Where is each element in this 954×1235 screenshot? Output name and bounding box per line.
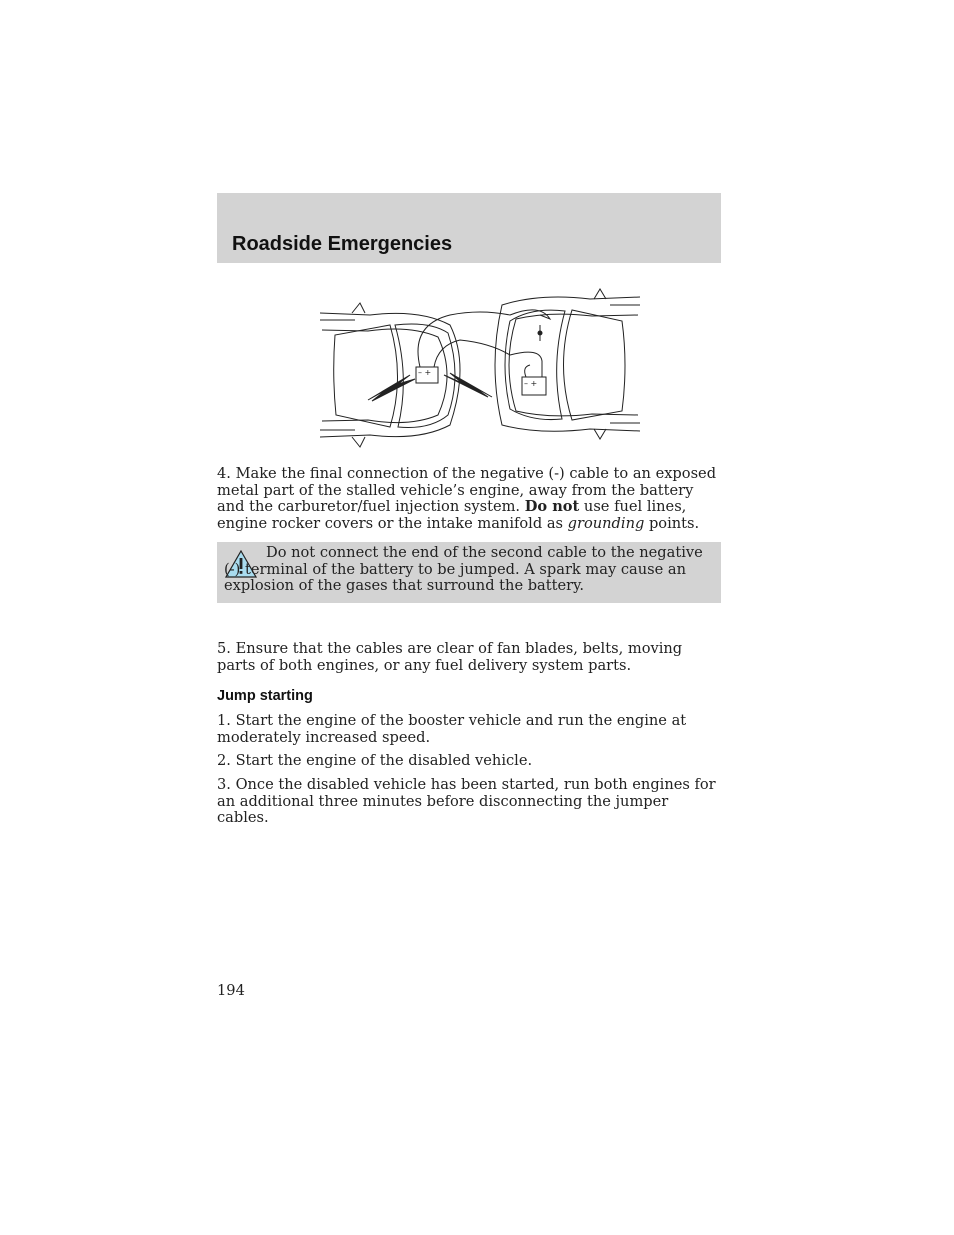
- step-4-text: 4. Make the final connection of the negative (-) cable to an exposed metal part of the stalled vehicle’s engine, away from the battery and the carburetor/fuel injection system.: [217, 465, 717, 515]
- battery-terminals-label: – +: [418, 368, 432, 377]
- step-4-italic-term: grounding: [567, 514, 645, 532]
- battery-terminals-label: – +: [524, 379, 538, 388]
- step-4-text-end: points.: [644, 514, 700, 532]
- spark-icon: [368, 375, 415, 401]
- booster-battery: [522, 377, 546, 395]
- stalled-vehicle: [320, 303, 460, 447]
- section-title: Roadside Emergencies: [232, 233, 453, 255]
- stalled-battery: [416, 367, 438, 383]
- step-4-text-continued: use fuel lines, engine rocker covers or the intake manifold as: [217, 498, 687, 532]
- step-4-paragraph: [217, 466, 721, 532]
- jump-start-diagram: [310, 285, 650, 455]
- booster-vehicle: [495, 289, 640, 439]
- section-header-band: [217, 193, 721, 263]
- spark-icon: [444, 373, 492, 397]
- step-4-emphasis: Do not: [524, 498, 580, 515]
- step-5-paragraph: 5. Ensure that the cables are clear of fan blades, belts, moving parts of both engines, or any fuel delivery system parts.: [217, 640, 683, 674]
- jump-step-2: 2. Start the engine of the disabled vehicle.: [217, 752, 533, 769]
- jump-step-3: 3. Once the disabled vehicle has been started, run both engines for an additional three minutes before disconnecting the jumper cables.: [217, 776, 716, 826]
- warning-text: Do not connect the end of the second cable to the negative (-) terminal of the battery to be jumped. A spark may cause an explosion of the gases that surround the battery.: [224, 544, 703, 594]
- jump-starting-heading: Jump starting: [217, 688, 313, 704]
- jump-step-1: 1. Start the engine of the booster vehicle and run the engine at moderately increased speed.: [217, 712, 687, 746]
- warning-box: [217, 542, 721, 603]
- page-number: 194: [217, 982, 245, 999]
